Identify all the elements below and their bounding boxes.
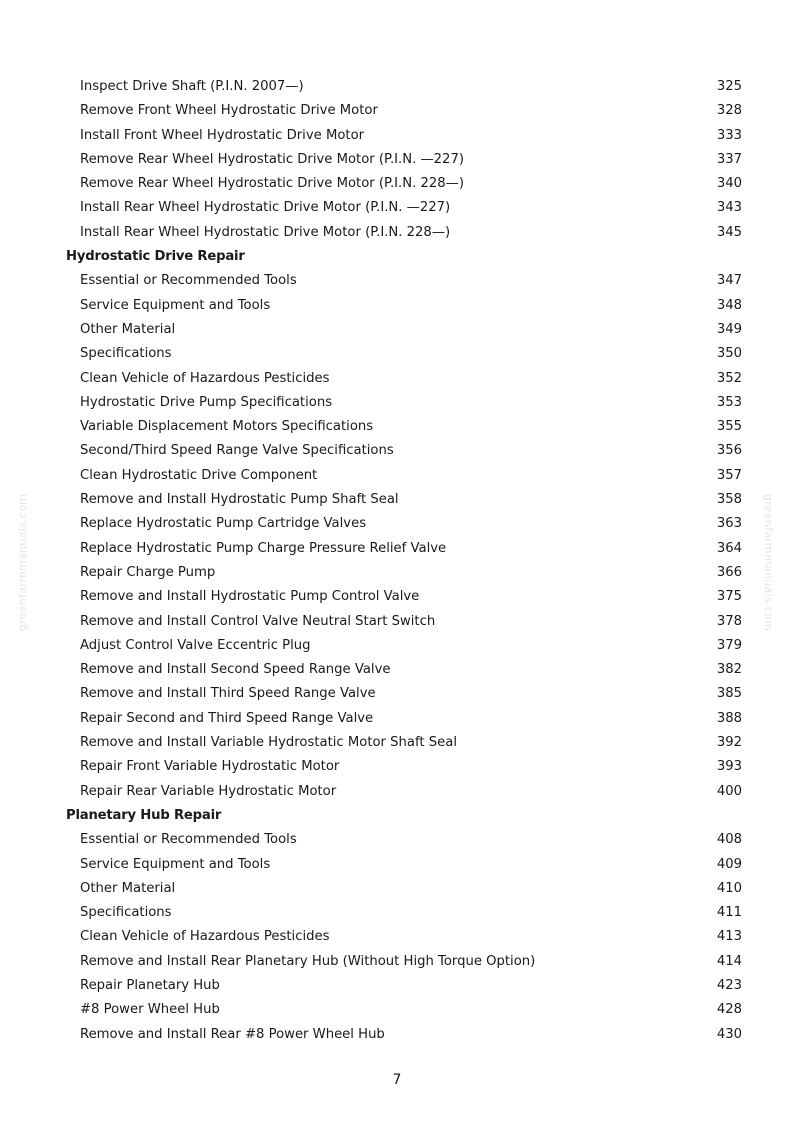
entry-page-number: 343 (716, 200, 742, 216)
toc-entry[interactable] (0, 269, 794, 293)
toc-entry[interactable] (0, 974, 794, 998)
toc-entry[interactable] (0, 755, 794, 779)
toc-entry[interactable] (0, 561, 794, 585)
entry-page-number: 358 (716, 492, 742, 508)
entry-title: Replace Hydrostatic Pump Cartridge Valves (80, 516, 367, 532)
toc-entry[interactable] (0, 391, 794, 415)
entry-page-number: 378 (716, 613, 742, 629)
entry-page-number: 388 (716, 710, 742, 726)
entry-page-number: 350 (716, 346, 742, 362)
entry-title: Service Equipment and Tools (80, 297, 271, 313)
toc-entry[interactable] (0, 950, 794, 974)
toc-entry[interactable] (0, 537, 794, 561)
toc-entry[interactable] (0, 367, 794, 391)
entry-page-number: 347 (716, 273, 742, 289)
section-title: Hydrostatic Drive Repair (66, 249, 245, 265)
entry-title: Other Material (80, 321, 176, 337)
watermark-right: greenfarmmanuals.com (762, 493, 776, 632)
entry-page-number: 385 (716, 686, 742, 702)
toc-entry[interactable] (0, 901, 794, 925)
entry-title: Specifications (80, 346, 172, 362)
entry-page-number: 363 (716, 516, 742, 532)
entry-title: Remove and Install Hydrostatic Pump Control Valve (80, 589, 420, 605)
entry-page-number: 337 (716, 151, 742, 167)
entry-title: Variable Displacement Motors Specifications (80, 419, 374, 435)
toc-entry[interactable] (0, 853, 794, 877)
toc-entry[interactable] (0, 221, 794, 245)
entry-title: Essential or Recommended Tools (80, 273, 297, 289)
entry-title: Repair Charge Pump (80, 564, 216, 580)
toc-entry[interactable] (0, 634, 794, 658)
toc-entry[interactable] (0, 585, 794, 609)
toc-entry[interactable] (0, 828, 794, 852)
entry-title: Remove Rear Wheel Hydrostatic Drive Motor (P.I.N. 228—) (80, 176, 464, 192)
toc-entry[interactable] (0, 99, 794, 123)
entry-title: Remove and Install Hydrostatic Pump Shaft Seal (80, 492, 399, 508)
section-title: Planetary Hub Repair (66, 807, 222, 823)
toc-entry[interactable] (0, 439, 794, 463)
entry-title: Remove and Install Rear Planetary Hub (Without High Torque Option) (80, 953, 536, 969)
entry-title: Adjust Control Valve Eccentric Plug (80, 637, 311, 653)
entry-page-number: 409 (716, 856, 742, 872)
entry-title: Essential or Recommended Tools (80, 832, 297, 848)
toc-entry[interactable] (0, 707, 794, 731)
entry-title: Remove and Install Second Speed Range Valve (80, 662, 391, 678)
entry-page-number: 352 (716, 370, 742, 386)
entry-page-number: 353 (716, 394, 742, 410)
entry-title: Inspect Drive Shaft (P.I.N. 2007—) (80, 79, 304, 94)
entry-title: Remove Front Wheel Hydrostatic Drive Motor (80, 103, 378, 119)
entry-title: Repair Planetary Hub (80, 977, 220, 993)
entry-page-number: 393 (716, 759, 742, 775)
entry-title: Clean Vehicle of Hazardous Pesticides (80, 929, 330, 945)
entry-title: Install Rear Wheel Hydrostatic Drive Motor (P.I.N. —227) (80, 200, 451, 216)
entry-title: Hydrostatic Drive Pump Specifications (80, 394, 333, 410)
toc-entry[interactable] (0, 731, 794, 755)
entry-page-number: 408 (716, 832, 742, 848)
entry-title: Remove and Install Control Valve Neutral Start Switch (80, 613, 436, 629)
entry-page-number: 364 (716, 540, 742, 556)
entry-page-number: 333 (716, 127, 742, 143)
toc-entry[interactable] (0, 682, 794, 706)
entry-title: Install Front Wheel Hydrostatic Drive Motor (80, 127, 365, 143)
entry-title: Service Equipment and Tools (80, 856, 271, 872)
toc-section-heading (0, 245, 794, 269)
toc-entry[interactable] (0, 318, 794, 342)
toc-entry[interactable] (0, 1023, 794, 1047)
entry-page-number: 328 (716, 103, 742, 119)
toc-entry[interactable] (0, 610, 794, 634)
toc-section-heading (0, 804, 794, 828)
toc-entry[interactable] (0, 780, 794, 804)
entry-page-number: 382 (716, 662, 742, 678)
entry-title: Clean Vehicle of Hazardous Pesticides (80, 370, 330, 386)
table-of-contents (0, 75, 794, 1047)
entry-page-number: 423 (716, 977, 742, 993)
entry-page-number: 414 (716, 953, 742, 969)
entry-title: Second/Third Speed Range Valve Specifications (80, 443, 394, 459)
entry-page-number: 366 (716, 564, 742, 580)
entry-page-number: 428 (716, 1002, 742, 1018)
entry-title: Repair Second and Third Speed Range Valve (80, 710, 374, 726)
entry-title: Specifications (80, 905, 172, 921)
entry-title: Remove Rear Wheel Hydrostatic Drive Motor (P.I.N. —227) (80, 151, 464, 167)
entry-title: Repair Front Variable Hydrostatic Motor (80, 759, 340, 775)
toc-entry[interactable] (0, 172, 794, 196)
toc-entry[interactable] (0, 658, 794, 682)
entry-page-number: 325 (716, 79, 742, 94)
entry-title: #8 Power Wheel Hub (80, 1002, 220, 1018)
entry-title: Remove and Install Variable Hydrostatic Motor Shaft Seal (80, 735, 457, 751)
toc-entry[interactable] (0, 488, 794, 512)
toc-entry[interactable] (0, 196, 794, 220)
page-number: 7 (392, 1072, 402, 1088)
toc-entry[interactable] (0, 294, 794, 318)
entry-page-number: 356 (716, 443, 742, 459)
entry-page-number: 379 (716, 637, 742, 653)
entry-page-number: 430 (716, 1026, 742, 1042)
toc-entry[interactable] (0, 877, 794, 901)
entry-page-number: 392 (716, 735, 742, 751)
entry-page-number: 355 (716, 419, 742, 435)
toc-entry[interactable] (0, 415, 794, 439)
toc-entry[interactable] (0, 464, 794, 488)
entry-title: Repair Rear Variable Hydrostatic Motor (80, 783, 337, 799)
entry-page-number: 357 (716, 467, 742, 483)
toc-entry[interactable] (0, 148, 794, 172)
entry-page-number: 348 (716, 297, 742, 313)
entry-page-number: 349 (716, 321, 742, 337)
entry-page-number: 340 (716, 176, 742, 192)
toc-entry[interactable] (0, 75, 794, 99)
watermark-left: greenfarmmanuals.com (16, 493, 30, 632)
toc-entry[interactable] (0, 998, 794, 1022)
entry-page-number: 345 (716, 224, 742, 240)
entry-page-number: 411 (716, 905, 742, 921)
entry-page-number: 375 (716, 589, 742, 605)
toc-entry[interactable] (0, 925, 794, 949)
toc-entry[interactable] (0, 342, 794, 366)
toc-entry[interactable] (0, 124, 794, 148)
entry-title: Other Material (80, 880, 176, 896)
entry-title: Install Rear Wheel Hydrostatic Drive Motor (P.I.N. 228—) (80, 224, 451, 240)
entry-title: Clean Hydrostatic Drive Component (80, 467, 318, 483)
toc-entry[interactable] (0, 512, 794, 536)
entry-title: Remove and Install Third Speed Range Valve (80, 686, 376, 702)
entry-page-number: 410 (716, 880, 742, 896)
entry-title: Remove and Install Rear #8 Power Wheel Hub (80, 1026, 385, 1042)
entry-title: Replace Hydrostatic Pump Charge Pressure Relief Valve (80, 540, 447, 556)
entry-page-number: 400 (716, 783, 742, 799)
entry-page-number: 413 (716, 929, 742, 945)
